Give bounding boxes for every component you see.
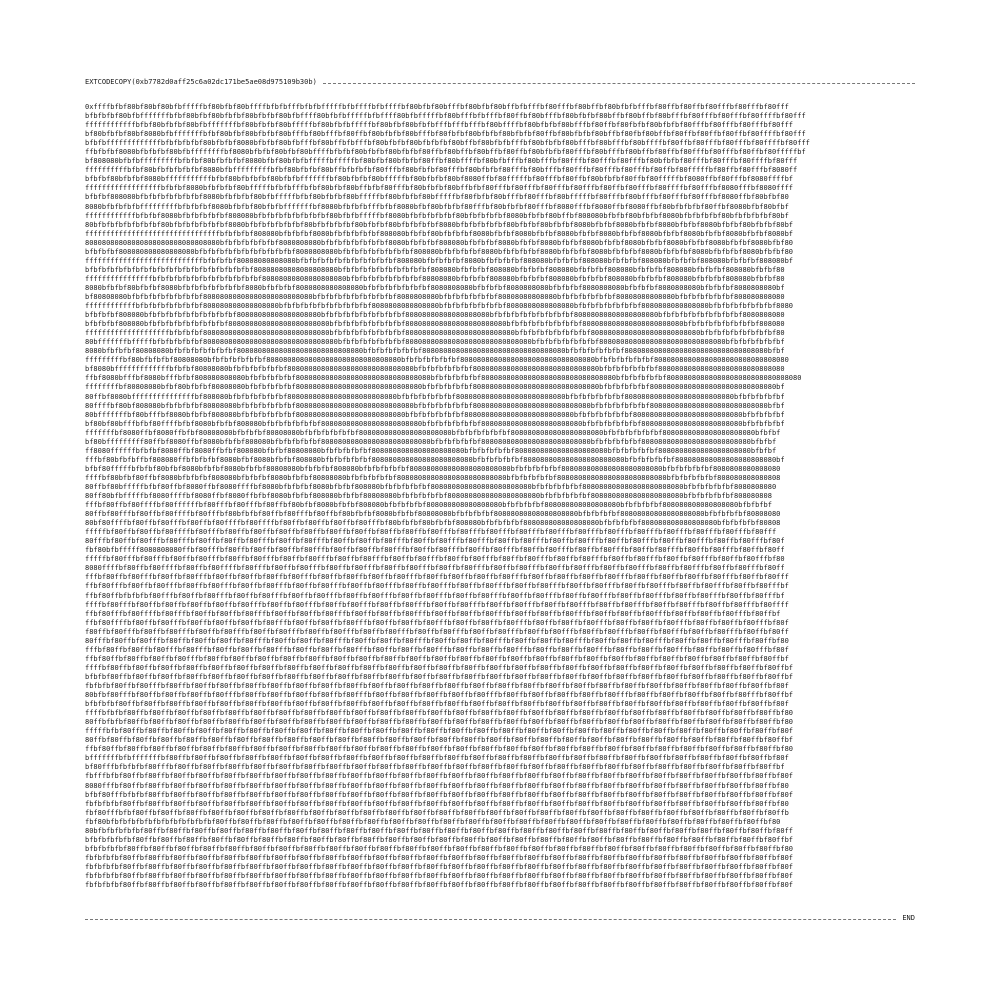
hex-line: 80ffbf80bfffffbfbf80ffbf8080ffbf8080ffffbf8080bfbfbfbf8080bfbfbf808080bfbfbfbfbfbf808080808080808080808080bfbfbfbfbfbf808080808080808080808080bfbfbfbfbfbf8080808080 xyxy=(85,482,777,491)
hex-line: ffffffffffffffffbfbfbfbfbfbfbfbfbfbfbfbfbf80808080808080808080bfbfbfbfbfbfbfbfbf80808080bfbfbfbf808080bfbfbfbf808080bfbfbfbf808080bfbfbfbf808080bfbfbfbf808080bfbfbf80 xyxy=(85,274,785,283)
hex-line: ffbf80ffbf80ffbf80ffbf80ffbf80ffbf80ffbf80ffbf80ffbf80ffbf80ffbf80ffbf80ffbf80ffbf80ffbf80ffbf80ffbf80ffbf80ffbf80ffbf80ffbf80ffbf80ffbf80ffbf80ffbf80ffbf80ffbf80ffbf80 xyxy=(85,745,794,754)
hex-line: 80ffbf8080bfffffffffffffffbf808080bfbfbfbfbfbfbf80808080808080808080808080bfbfbfbfbfbfbf80808080808080808080808080bfbfbfbfbfbfbf80808080808080808080808080bfbfbfbfbfbf xyxy=(85,392,785,401)
hex-line: ffbfbfbf8080bfbfbfbf80bfbffffffffbf8080bfbfbf80bfbf80bffffbfbfbf80bfbfbf80bfbfbf80ffbf80bffbf80bffbf80ffbf80bfbfbf80fffbf80bfffbf80bffbf80ffbf80fffbf80fffbf80ffbf80fffffbf xyxy=(85,148,806,157)
hex-line: fbfbfbfbf80ffbf80ffbf80ffbf80ffbf80ffbf80ffbf80ffbf80ffbf80ffbf80ffbf80ffbf80ffbf80ffbf80ffbf80ffbf80ffbf80ffbf80ffbf80ffbf80ffbf80ffbf80ffbf80ffbf80ffbf80ffbf80ffbf80f xyxy=(85,862,794,871)
hex-line: 80808080808080808080808080808080bfbfbfbfbfbfbf8080808080bfbfbfbfbfbfbfbf8080bfbfbfbf808080bfbfbfbf8080bfbfbf8080bfbfbf8080bfbfbf8080bfbfbf8080bfbfbf8080bfbfbf8080bfbf80 xyxy=(85,238,794,247)
hex-line: bfbfbf808080bfbfbfbfbfbfbfbf8080bfbfbfbf80bfbfffffbfbf80bfbfbf80bfffffbf80bfbfbf80bfffffbf80fbfbf80bfffbf80fffbf80bfffffbf80fffbf80bfffbf80fffbf80fffbf8080ffbf80bfbf80 xyxy=(85,193,789,202)
hex-line: ffbf80ffbf80ffbf80ffbf80fffbf80ffbf80ffbf80ffbf80ffbf80ffbf80ffbf80ffbf80ffbf80ffbf80ffbf80ffbf80ffbf80ffbf80ffbf80ffbf80ffbf80ffbf80ffbf80ffbf80ffbf80ffbf80ffbf80ffbf xyxy=(85,654,789,663)
hex-line: bf80fffbfbfbfbf80fffbf80ffbf80ffbf80ffbf80ffbf80ffbf80ffbf80ffbf80ffbf80ffbf80ffbf80ffbf80ffbf80ffbf80ffbf80ffbf80ffbf80ffbf80ffbf80ffbf80ffbf80ffbf80ffbf80ffbf80ffbf xyxy=(85,763,785,772)
hex-line: fbfffbfbf80ffbf80ffbf80ffbf80ffbf80ffbf80ffbf80ffbf80ffbf80ffbf80ffbf80ffbf80ffbf80ffbf80ffbf80ffbf80ffbf80ffbf80ffbf80ffbf80ffbf80ffbf80ffbf80ffbf80ffbf80ffbf80ffbf80f xyxy=(85,772,794,781)
hex-line: bfbfbfbfbfbfbfbfbfbfbfbfbfbfbfbfbfbfbfbf80808080808080808080bfbfbfbfbfbfbfbfbfbfbf808080bfbfbfbf808080bfbfbfbf808080bfbfbfbf808080bfbfbfbf808080bfbfbfbf808080bfbfbf80 xyxy=(85,265,785,274)
hex-line: 8080fffbf80ffbf80ffbf80ffbf80ffbf80ffbf80ffbf80ffbf80ffbf80ffbf80ffbf80ffbf80ffbf80ffbf80ffbf80ffbf80ffbf80ffbf80ffbf80ffbf80ffbf80ffbf80ffbf80ffbf80ffbf80ffbf80ffbf80 xyxy=(85,781,789,790)
hex-line: bfbfbfbfbf80ffbf80ffbf80ffbf80ffbf80ffbf80ffbf80ffbf80ffbf80ffbf80ffbf80ffbf80ffbf80ffbf80ffbf80ffbf80ffbf80ffbf80ffbf80ffbf80ffbf80ffbf80ffbf80ffbf80ffbf80ffbf80ffbf80 xyxy=(85,844,794,853)
bytecode-hex-dump xyxy=(85,103,915,893)
hex-line: 80ffbfbfbf80ffbf80ffbf80ffbf80ffbf80ffbf80ffbf80ffbf80ffbf80ffbf80ffbf80ffbf80ffbf80ffbf80ffbf80ffbf80ffbf80ffbf80ffbf80ffbf80ffbf80ffbf80ffbf80ffbf80ffbf80ffbf80ffbf80 xyxy=(85,718,794,727)
hex-line: 80ffffbf80bf808080bfbfbfbfbf80808080bfbfbfbfbfbfbf8080808080808080808080808080bfbfbfbfbfbfbf8080808080808080808080808080bfbfbfbfbfbfbf8080808080808080808080808080bfbf xyxy=(85,401,785,410)
hex-line: 80bfbfbfbfbfbf80ffbf80ffbf80ffbf80ffbf80ffbf80ffbf80ffbf80ffbf80ffbf80ffbf80ffbf80ffbf80ffbf80ffbf80ffbf80ffbf80ffbf80ffbf80ffbf80ffbf80ffbf80ffbf80ffbf80ffbf80ffbf80ff xyxy=(85,826,794,835)
hex-line: fffffffbf8080ffbf8080ffbfbf80808080bfbfbfbf80808080bfbfbfbfbfbfbf8080808080808080808080bfbfbfbfbfbfbf8080808080808080808080bfbfbfbfbfbfbf8080808080808080808080bfbfbf xyxy=(85,428,781,437)
hex-line: bfbfbfbf80bfbfffffffbfbf80bfbf80bfbfbf80bfbfbf80bfbffff80bfbfbfffffbfbffff80bfbfffffbf80bfffbfbfffbf80ffbf80bfffbf80bfbfbf80bffbf80bffbf80bfffbf80fffbf80fffbf80ffffbf80fff xyxy=(85,112,806,121)
hex-line: 80ffbf80fffbf80ffbf80ffffbf80fffbf80bfbfbf80ffbf80fffbf80ffbf80bfbfbf8080bfbfbf80808080bfbfbfbfbf80808080808080808080bfbfbfbfbf80808080808080808080bfbfbfbfbf80808080 xyxy=(85,510,781,519)
hex-line: ffffffffffffbfbf80bfbfbf80bfbfffffffbf80bfbfbf80bfffffbf80bfbfbfffffbf80bfbf80bfbfbfffbfffbfffbf80bffffbf80bfbfbf80bfffbf80ffbf80fbfbf80bfbfbf80fffbf80fffbf80fffbf80fff xyxy=(85,121,794,130)
hex-line: ffbf8080bfffbf8080bfffbfbf808080808080bfbfbfbfbfbf80808080808080808080808080808080bfbfbfbfbfbf80808080808080808080808080808080bfbfbfbfbfbf80808080808080808080808080808080 xyxy=(85,374,802,383)
hex-line: ffbf80ffffbf80ffbf80fffbf80ffbf80ffbf80ffbf80fffbf80ffbf80ffbf80fffbf80ffbf80ffbf80fffbf80ffbf80ffbf80fffbf80ffbf80ffbf80fffbf80ffbf80ffbf80fffbf80ffbf80ffbf80fffbf80f xyxy=(85,618,789,627)
hex-line: ff8080ffffffbfbfbf8080ffbf8080ffbfbf808080bfbfbf80808080bfbfbfbfbfbf8080808080808080808080bfbfbfbfbfbf8080808080808080808080bfbfbfbfbfbf8080808080808080808080bfbfbf xyxy=(85,446,777,455)
hex-line: bf808080bfbfbfffffffffbfbfbf80bfbfbfbf8080bfbf80bfbfbfffffbfffffbf80bfbf80bfbfbf80ffbf80bffffbf80bfbfffbf80bfffbf80fffbf80fffbf80fffbf80bfbfbf80fffbf80fffbf80ffffbf80fff xyxy=(85,157,798,166)
hex-line: fffbf80ffbf80ffbf80fffbf80fffbf80ffbf80ffbf80fffbf80ffbf80ffbf80fffbf80ffbf80ffbf80fffbf80ffbf80ffbf80fffbf80ffbf80ffbf80fffbf80ffbf80ffbf80fffbf80ffbf80ffbf80fffbf80f xyxy=(85,645,789,654)
hex-line: fbf80bfbfbfbfbfbfbfbfbfbfbfbfbf80ffbf80ffbf80ffbf80ffbf80ffbf80ffbf80ffbf80ffbf80ffbf80ffbf80ffbf80ffbf80ffbf80ffbf80ffbf80ffbf80ffbf80ffbf80ffbf80ffbf80ffbf80ffbf80 xyxy=(85,817,781,826)
hex-line: bfbfbf80bfbfbf8080bfffffffffffbfbf80bfbfbfbf80bfbfbfffffffbf80bfbfbf80bfffffbf80bfbfbf80bf8080ffbf80fffffbf80fffbf80ffbf80bfbfbf80ffbf80fffffbf8080ffbf80fffbf8080ffffbf xyxy=(85,175,794,184)
hex-line: ffbf80ffbfbfbfbf80fffbf80ffbf80fffbf80ffbf80fffbf80ffbf80fffbf80ffbf80fffbf80ffbf80fffbf80ffbf80fffbf80ffbf80fffbf80ffbf80fffbf80ffbf80fffbf80ffbf80fffbf80ffbf80fffbf xyxy=(85,591,785,600)
hex-line: ffffffffbf80808080bfbf80bfbfbf80808080bfbfbfbfbfbf808080808080808080808080808080bfbfbfbfbfbf808080808080808080808080808080bfbfbfbfbfbf808080808080808080808080808080bf xyxy=(85,383,785,392)
hex-line: fbfbfbf80ffbf80fffbf80ffbf80ffbf80ffbf80ffbf80ffbf80ffbf80ffbf80ffbf80ffbf80ffbf80ffbf80ffbf80ffbf80ffbf80ffbf80ffbf80ffbf80ffbf80ffbf80ffbf80ffbf80ffbf80ffbf80ffbf80f xyxy=(85,682,789,690)
hex-line: 0xffffbfbf80bf80bf80bfbfffffbf80bfbf80bffffbfbfbfffbfbfbfffffbfbffffbfbffffbf80bfbf80bfffbf80bfbf80bffbfbfffbf80fffbf80bffbf80bfbfbfffbf80ffbf80ffbf80fffbf80fffbf80fff xyxy=(85,103,789,111)
hex-line: 80ff80bfbfffffbf8080ffffbf8080ffbf8080ffbfbf8080bfbfbf808080bfbfbf80808080bfbfbfbfbfbf8080808080808080808080bfbfbfbfbfbf8080808080808080808080bfbfbfbfbfbf808080808 xyxy=(85,492,772,501)
hex-line: 80bfbf80fffbf80ffbf80ffbf80ffbf80fffbf80ffbf80ffbf80ffbf80ffbf80fffbf80ffbf80ffbf80ffbf80ffbf80fffbf80ffbf80ffbf80ffbf80ffbf80fffbf80ffbf80ffbf80ffbf80ffbf80fffbf80ffbf xyxy=(85,691,794,700)
hex-line: bf80bf80bfffbfbf80ffffbfbf8080bfbfbf808080bfbfbfbfbfbfbf808080808080808080808080bfbfbfbfbfbfbf808080808080808080808080bfbfbfbfbfbfbf808080808080808080808080bfbfbfbfbf xyxy=(85,419,785,428)
hex-line: 80bfffffffbfffffbfbfbfbfbfbf80808080808080808080808080808080bfbfbfbfbfbfbfbf808080808080808080808080808080bfbfbfbfbfbfbfbf808080808080808080808080808080bfbfbfbfbfbfbf xyxy=(85,338,785,347)
hex-line: 80bfbfbfbfbfbfbfbf80bfbfbfbfbfbfbf8080bfbfbfbfbfbfbf80bfbfbfbfbf80bfbfbf80bfbfbfbfbf8080bfbfbfbfbfbf80bfbfbf80bfbfbf8080bfbfbf8080bfbfbf8080bfbfbf8080bfbfbf80bfbfbf80bf xyxy=(85,220,794,229)
hex-line: 80fffbf80ffbf80fffbf80fffbf80ffbf80ffbf80fffbf80ffbf80fffbf80ffbf80ffbf80fffbf80ffbf80fffbf80fffbf80ffbf80fffbf80ffbf80fffbf80ffbf80fffbf80ffbf80fffbf80ffbf80fffbf80f xyxy=(85,537,785,546)
hex-line: ffffffffffbfbf80bfbfbfbfbfbf8080bfbfffffffffbfbf80bfbfbf80bffbfbfbfbf80fffbf80bfbfbf80fffbf80bfbfbf80fffbf80bfffbf80fffbf80fffbf80fffbf80ffbf80fffffbf80ffbf80fffbf8080ff xyxy=(85,166,798,175)
hex-line: ffffbf80fffbf80ffbf80ffbf80ffbf80ffbf80fffbf80ffbf80fffbf80ffbf80fffbf80ffbf80fffbf80ffbf80fffbf80ffbf80fffbf80ffbf80fffbf80ffbf80fffbf80ffbf80fffbf80ffbf80fffbf80ffff xyxy=(85,600,789,609)
hex-line: fffbf80ffbf80ffffbf80ffffffbf80fffbf80fffbf80ffbf80bfbf8080bfbfbf808080bfbfbfbfbf808080808080808080bfbfbfbfbf808080808080808080bfbfbfbfbf808080808080808080bfbfbfbf xyxy=(85,501,772,510)
hex-line: fbfbfbfbf80ffbf80ffbf80ffbf80ffbf80ffbf80ffbf80ffbf80ffbf80ffbf80ffbf80ffbf80ffbf80ffbf80ffbf80ffbf80ffbf80ffbf80ffbf80ffbf80ffbf80ffbf80ffbf80ffbf80ffbf80ffbf80ffbf80f xyxy=(85,853,794,862)
hex-line: ffffffffffffbfbfbf8080bfbfbfbfbfbf808080bfbfbfbfbfbfbfbfbf80bfbfbfffffbf8080bfbfbfbfbfbf80bfbfbfbfbf8080bfbfbf80bffbf808080bfbfbf80bfbfbf8080bfbfbfbfbf80bfbfbfbfbf80bf xyxy=(85,211,789,220)
hex-line: ffbf80fffbf80ffffbf80fffbf80ffbf80ffbf80fffbf80ffbf80ffbf80fffbf80ffbf80ffbf80fffbf80ffbf80ffbf80fffbf80ffbf80ffbf80fffbf80ffbf80ffbf80fffbf80ffbf80ffbf80fffbf80ffbf xyxy=(85,609,781,618)
hex-line: bfbfbfbf808080808080808080bfbfbfbfbfbfbfbfbfbfbfbf8080808080bfbfbfbfbfbfbfbfbf808080bfbfbfbfbf8080bfbfbfbfbf8080bfbfbfbf8080bfbfbfbf8080bfbfbfbf8080bfbfbfbf8080bfbfbf80 xyxy=(85,247,794,256)
dump-header xyxy=(85,76,915,88)
hex-line: 8080bfbfbfbf80808080bfbfbfbfbfbfbfbf808080808080808080808080808080bfbfbfbfbfbfbf8080808080808080808080808080808080bfbfbfbfbfbfbf8080808080808080808080808080808080bfbf xyxy=(85,347,785,356)
hex-line: 8080bfbfbfbfbfffffffffbfbfbfbf8080bfbfbf80bfbfbfffffffbf8080bfbfbfbfffbfbf8080bfbf80bfbfbf80fffbf80bfbfbf80fffbf8080fffbf8080ffbf8080ffbf80bfbfbfbf80ffbf8080bfbf80bfbf xyxy=(85,202,789,211)
hex-line: bf80808080bfbfbfbfbfbfbfbfbf80808080808080808080808080bfbfbfbfbfbfbfbfbfbf8080808080bfbfbfbfbfbfbf80808080808080bfbfbfbfbfbfbf80808080808080bfbfbfbfbfbfbf808080808080 xyxy=(85,292,785,301)
hex-line: bfbf80fffbfbfbf80ffbf80ffbf80ffbf80ffbf80ffbf80ffbf80ffbf80ffbf80ffbf80ffbf80ffbf80ffbf80ffbf80ffbf80ffbf80ffbf80ffbf80ffbf80ffbf80ffbf80ffbf80ffbf80ffbf80ffbf80ffbf80f xyxy=(85,790,794,799)
hex-line: 80bf80ffffbf80ffbf80fffbf80ffbf80ffffbf80ffffbf80ffbf80ffbf80ffbf80fffbf80bfbfbf80bfbfbf808080bfbfbfbfbf808080808080808080bfbfbfbfbf808080808080808080bfbfbfbfbf80808 xyxy=(85,519,781,528)
hex-line: bf8080bfffffffffffffbfbfbf80808080bfbfbfbfbfbfbf808080808080808080808080808080bfbfbfbfbfbfbf808080808080808080808080808080bfbfbfbfbfbfbf808080808080808080808080808080 xyxy=(85,365,785,374)
extcodecopy-title: EXTCODECOPY(0xb7782d0aff25c6a02dc171be5ae08d975109b30b) xyxy=(85,78,317,86)
hex-line: bfbfbfbf808080bfbfbfbfbfbfbfbfbfbfbf80808080808080808080bfbfbfbfbfbfbfbfbfbf80808080808080808080bfbfbfbfbfbfbfbfbfbf80808080808080808080bfbfbfbfbfbfbfbfbfbf8080808080 xyxy=(85,311,785,320)
hex-line: 80ffbf80ffbf80ffbf80ffbf80ffbf80ffbf80ffbf80ffbf80ffbf80ffbf80ffbf80ffbf80ffbf80ffbf80ffbf80ffbf80ffbf80ffbf80ffbf80ffbf80ffbf80ffbf80ffbf80ffbf80ffbf80ffbf80ffbf80ffbf xyxy=(85,736,794,745)
hex-line: ffffffffffffffffffbfbfbf8080bfbfbfbf80bfffffbfbfbfffbfbf80bfbf80bffbfbf80fffbf80bfbfbf80bffbfbf80fffbf80fffbf80fffbf80fffbf80ffbf80fffbf80ffffbf80fffbf8080fffbf8080ffff xyxy=(85,184,794,193)
hex-line: 8080bfbfbf80bfbfbf8080bfbfbfbfbfbfbfbf8080bfbfbfbf8080808080808080bfbfbfbfbfbfbfbf8080808080bfbfbfbf8080808080bfbfbfbf8080808080bfbfbfbf8080808080bfbfbfbf8080808080bf xyxy=(85,283,785,292)
hex-line: bfbfbf80ffbf80ffbf80ffbf80ffbf80ffbf80ffbf80ffbf80ffbf80ffbf80ffbf80ffbf80ffbf80ffbf80ffbf80ffbf80ffbf80ffbf80ffbf80ffbf80ffbf80ffbf80ffbf80ffbf80ffbf80ffbf80ffbf80ffbf xyxy=(85,672,794,681)
hex-line: bfbfbfbfbfbf80ffbf80ffbf80ffbf80ffbf80ffbf80ffbf80ffbf80ffbf80ffbf80ffbf80ffbf80ffbf80ffbf80ffbf80ffbf80ffbf80ffbf80ffbf80ffbf80ffbf80ffbf80ffbf80ffbf80ffbf80ffbf80ffbf xyxy=(85,835,794,844)
footer-dashed-rule xyxy=(85,919,896,920)
hex-line: ffbf80fffbf80ffbf80fffbf80ffbf80fffbf80ffbf80fffbf80ffbf80fffbf80ffbf80fffbf80ffbf80fffbf80ffbf80fffbf80ffbf80fffbf80ffbf80fffbf80ffbf80fffbf80ffbf80fffbf80ffbf80fffbf xyxy=(85,582,789,591)
hex-line: ffffffffffffffffffffbfbfbfbf808080808080808080808080808080bfbfbfbfbfbfbfbfbf80808080808080808080808080bfbfbfbfbfbfbfbfbf80808080808080808080808080bfbfbfbfbfbfbfbfbf80 xyxy=(85,329,785,338)
hex-line: bf80bfffffffff80ffbf8080ffbf8080bfbfbf808080bfbfbfbfbfbf80808080808080808080808080bfbfbfbfbfbf80808080808080808080808080bfbfbfbfbfbf80808080808080808080808080bfbfbf xyxy=(85,437,777,446)
hex-line: bfbf80fffffbfbfbf80bfbf8080bfbfbf8080bfbfbf80808080bfbfbfbf808080bfbfbfbfbfbf808080808080808080808080bfbfbfbfbfbf808080808080808080808080bfbfbfbfbfbf8080808080808080 xyxy=(85,464,781,473)
hex-line: 80fffbf80ffbf80fffbf80ffbf80ffbf80ffbf80fffbf80ffbf80ffbf80fffbf80ffbf80ffbf80fffbf80ffbf80ffbf80fffbf80ffbf80ffbf80fffbf80ffbf80ffbf80fffbf80ffbf80ffbf80fffbf80ffbf80 xyxy=(85,636,789,645)
hex-line: fffffbf80fffbf80fffbf80ffbf80fffbf80ffbf80fffbf80ffbf80fffbf80ffbf80fffbf80ffbf80fffbf80ffbf80fffbf80ffbf80fffbf80ffbf80fffbf80ffbf80fffbf80ffbf80fffbf80ffbf80fffbf80 xyxy=(85,555,785,564)
hex-line: bfbfbfbf80ffbf80ffbf80ffbf80ffbf80ffbf80ffbf80ffbf80ffbf80ffbf80ffbf80ffbf80ffbf80ffbf80ffbf80ffbf80ffbf80ffbf80ffbf80ffbf80ffbf80ffbf80ffbf80ffbf80ffbf80ffbf80ffbf80f xyxy=(85,700,789,709)
hex-line: 80bfffffffbf80bfffbf8080bfbfbf808080bfbfbfbfbfbfbf80808080808080808080808080bfbfbfbfbfbfbf80808080808080808080808080bfbfbfbfbfbfbf80808080808080808080808080bfbfbfbfbf xyxy=(85,410,785,419)
hex-line: bfffffffbfbfffffffbf80ffbf80ffbf80ffbf80ffbf80ffbf80ffbf80ffbf80ffbf80ffbf80ffbf80ffbf80ffbf80ffbf80ffbf80ffbf80ffbf80ffbf80ffbf80ffbf80ffbf80ffbf80ffbf80ffbf80ffbf80f xyxy=(85,754,789,763)
hex-line: fffffbf80ffbf80ffbf80ffffbf80fffbf80ffbf80ffbf80ffbf80ffbf80ffbf80ffbf80ffbf80ffbf80fffbf80fffbf80fffbf80fffbf80fffbf80fffbf80fffbf80fffbf80fffbf80fffbf80fffbf80fff xyxy=(85,528,777,537)
hex-line: fbf80fffbfbf80ffbf80ffbf80ffbf80ffbf80ffbf80ffbf80ffbf80ffbf80ffbf80ffbf80ffbf80ffbf80ffbf80ffbf80ffbf80ffbf80ffbf80ffbf80ffbf80ffbf80ffbf80ffbf80ffbf80ffbf80ffbf80ffb xyxy=(85,808,789,817)
hex-line: f80ffbf80fffbf80ffbf80fffbf80ffbf80fffbf80ffbf80fffbf80ffbf80fffbf80ffbf80fffbf80ffbf80fffbf80ffbf80fffbf80ffbf80fffbf80ffbf80fffbf80ffbf80fffbf80ffbf80fffbf80ffbf80ff xyxy=(85,627,789,636)
hex-line: bfbfbfffffffffffffbfbfbfbfbf80bfbfbf8080bfbfbf80bfbfffbf80bffbfbfffbf80bfbfbf80bfbfbfbf80bffbf80bfbfbfffbf80bfbfbf80bfffbf80bfffbf80bffffbf80ffbf80fffbf80fffbf80ffffbf80fff xyxy=(85,139,810,148)
hex-line: fffffbfbf80ffbf80ffbf80ffbf80ffbf80ffbf80ffbf80ffbf80ffbf80ffbf80ffbf80ffbf80ffbf80ffbf80ffbf80ffbf80ffbf80ffbf80ffbf80ffbf80ffbf80ffbf80ffbf80ffbf80ffbf80ffbf80ffbf80f xyxy=(85,727,794,736)
hex-line: fffffffffbf80bfbfbfbf80808080bfbfbfbfbfbfbf80808080808080808080808080808080bfbfbfbfbfbfbf80808080808080808080808080808080bfbfbfbfbfbfbf80808080808080808080808080808080 xyxy=(85,356,789,365)
hex-line: ffffbf80ffbf80ffbf80ffbf80ffbf80ffbf80ffbf80ffbf80ffbf80ffbf80ffbf80ffbf80ffbf80ffbf80ffbf80ffbf80ffbf80ffbf80ffbf80ffbf80ffbf80ffbf80ffbf80ffbf80ffbf80ffbf80ffbf80ffbf xyxy=(85,663,794,672)
end-label: END xyxy=(902,914,915,922)
hex-line: ffffffffffffbfbfbfbfbfbfbfbf808080808080808080bfbfbfbfbfbfbfbfbfbfbf8080808080808080bfbfbfbfbfbfbfbf8080808080808080bfbfbfbfbfbfbfbf8080808080808080bfbfbfbfbfbfbfbf8080 xyxy=(85,302,794,311)
hex-line: ffffbf80bfbf80ffbf8080bfbfbfbf808080bfbfbfbf8080bfbfbf80808080bfbfbfbfbfbf80808080808080808080808080bfbfbfbfbfbf80808080808080808080808080bfbfbfbfbfbf808080808080808 xyxy=(85,473,781,482)
hex-line: fbfbfbfbf80ffbf80ffbf80ffbf80ffbf80ffbf80ffbf80ffbf80ffbf80ffbf80ffbf80ffbf80ffbf80ffbf80ffbf80ffbf80ffbf80ffbf80ffbf80ffbf80ffbf80ffbf80ffbf80ffbf80ffbf80ffbf80ffbf80 xyxy=(85,799,789,808)
hex-line: ffffffffffffffffffffffffffffbfbfbfbf80808080808080bfbfbfbfbfbfbfbfbfbfbfbf808080bfbfbfbfbf8080bfbfbfbfbf808080bfbfbfbf808080bfbfbfbf808080bfbfbfbf808080bfbfbfbf808080bf xyxy=(85,256,794,265)
hex-line: ffffbfbfbf80ffbf80ffbf80ffbf80ffbf80ffbf80ffbf80ffbf80ffbf80ffbf80ffbf80ffbf80ffbf80ffbf80ffbf80ffbf80ffbf80ffbf80ffbf80ffbf80ffbf80ffbf80ffbf80ffbf80ffbf80ffbf80ffbf80 xyxy=(85,709,794,718)
dump-footer xyxy=(85,912,915,924)
hex-line: 8080ffffbf80ffbf80ffffbf80ffbf80ffffbf80fffbf80ffbf80fffbf80ffbf80fffbf80ffbf80fffbf80ffbf80fffbf80ffbf80fffbf80ffbf80fffbf80ffbf80fffbf80ffbf80fffbf80ffbf80fffbf80ff xyxy=(85,564,785,573)
hex-line: ffffffffffffffffffffffffffffffffbfbfbfbf808080bfbfbfbf8080bfbfbfbfbfbf808080bfbfbf80bfbfbfbf8080bfbfbf8080bfbfbf8080bfbfbf8080bfbfbf8080bfbfbf8080bfbfbf8080bfbfbf8080bf xyxy=(85,229,794,238)
hex-line: bf80bfbfbf80bf8080bfbfffffffbfbf80bfbf80bfbfbf80bfffbf80bfffbf80ffbf80bfbfbf80bfffbf80fbfbf80bfbfbf80bfbfbf80ffbf80bfbfbf80bffbf80fbf80bffbf80ffbf80ffbf80ffbf80ffffbf80fff xyxy=(85,130,806,139)
hex-line: fffbf80ffbf80fffbf80ffbf80fffbf80ffbf80ffbf80ffbf80fffbf80ffbf80ffbf80ffbf80fffbf80ffbf80ffbf80ffbf80fffbf80ffbf80ffbf80ffbf80fffbf80ffbf80ffbf80ffbf80fffbf80ffbf80fff xyxy=(85,573,789,582)
hex-line: fbfbfbfbf80ffbf80ffbf80ffbf80ffbf80ffbf80ffbf80ffbf80ffbf80ffbf80ffbf80ffbf80ffbf80ffbf80ffbf80ffbf80ffbf80ffbf80ffbf80ffbf80ffbf80ffbf80ffbf80ffbf80ffbf80ffbf80ffbf80f xyxy=(85,881,794,890)
header-dashed-rule xyxy=(323,83,915,84)
hex-line: fbfbfbfbf80ffbf80ffbf80ffbf80ffbf80ffbf80ffbf80ffbf80ffbf80ffbf80ffbf80ffbf80ffbf80ffbf80ffbf80ffbf80ffbf80ffbf80ffbf80ffbf80ffbf80ffbf80ffbf80ffbf80ffbf80ffbf80ffbf80f xyxy=(85,871,794,880)
hex-line: fbf80bfbfffff8080808080ffbf80fffbf80ffbf80ffbf80ffbf80fffbf80ffbf80ffbf80fffbf80ffbf80fffbf80ffbf80fffbf80ffbf80fffbf80ffbf80fffbf80ffbf80fffbf80ffbf80fffbf80ffbf80ff xyxy=(85,546,785,555)
hex-line: fffbf80bfbfbffbf808080ffbfbfbfbf8080bfbf8080bfbfbf808080bfbfbfbfbfbf808080808080808080808080bfbfbfbfbfbf808080808080808080808080bfbfbfbfbfbf808080808080808080808080bf xyxy=(85,455,785,464)
hex-line: bfbfbfbf808080bfbfbfbfbfbfbfbfbfbf808080808080808080808080bfbfbfbfbfbfbfbfbf808080808080808080808080bfbfbfbfbfbfbfbfbf808080808080808080808080bfbfbfbfbfbfbfbfbf808080 xyxy=(85,320,785,329)
